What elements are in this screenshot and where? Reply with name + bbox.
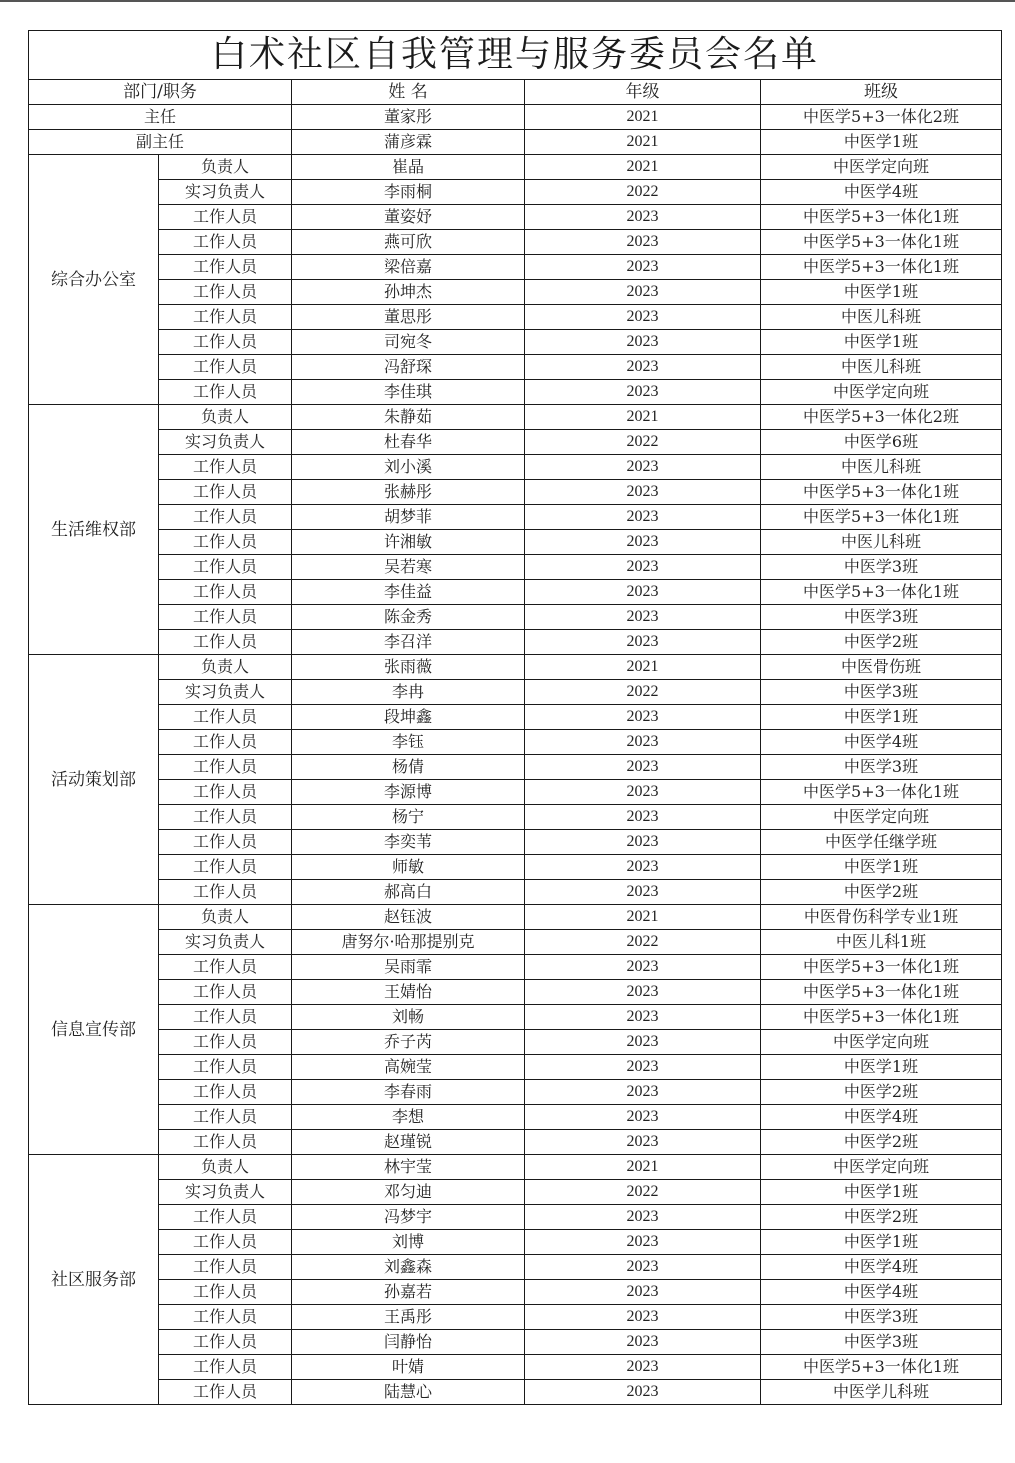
table-row [29, 655, 1002, 680]
table-row [29, 1030, 1002, 1055]
member-class: 中医学4班 [761, 1105, 1002, 1130]
member-role: 工作人员 [159, 955, 292, 980]
member-role: 工作人员 [159, 280, 292, 305]
member-class: 中医学5+3一体化1班 [761, 230, 1002, 255]
page-title: 白术社区自我管理与服务委员会名单 [29, 31, 1002, 80]
table-row [29, 1055, 1002, 1080]
member-name: 冯舒琛 [292, 355, 525, 380]
member-role: 工作人员 [159, 705, 292, 730]
member-name: 吴若寒 [292, 555, 525, 580]
table-row [29, 555, 1002, 580]
member-year: 2023 [525, 880, 761, 905]
table-row [29, 580, 1002, 605]
member-year: 2023 [525, 455, 761, 480]
member-role: 工作人员 [159, 380, 292, 405]
member-role: 工作人员 [159, 730, 292, 755]
member-role: 负责人 [159, 155, 292, 180]
member-class: 中医学定向班 [761, 805, 1002, 830]
member-class: 中医儿科班 [761, 355, 1002, 380]
member-name: 张雨薇 [292, 655, 525, 680]
member-role: 实习负责人 [159, 1180, 292, 1205]
member-role: 工作人员 [159, 1280, 292, 1305]
member-name: 李雨桐 [292, 180, 525, 205]
member-class: 中医学4班 [761, 180, 1002, 205]
member-name: 杨宁 [292, 805, 525, 830]
table-row [29, 1205, 1002, 1230]
member-name: 陆慧心 [292, 1380, 525, 1405]
member-name: 杜春华 [292, 430, 525, 455]
member-year: 2023 [525, 830, 761, 855]
member-name: 刘鑫森 [292, 1255, 525, 1280]
member-name: 王禹彤 [292, 1305, 525, 1330]
member-year: 2023 [525, 1205, 761, 1230]
table-row [29, 255, 1002, 280]
member-year: 2023 [525, 730, 761, 755]
member-class: 中医学5+3一体化2班 [761, 405, 1002, 430]
member-role: 工作人员 [159, 1130, 292, 1155]
member-class: 中医学4班 [761, 1280, 1002, 1305]
member-class: 中医学3班 [761, 555, 1002, 580]
member-name: 胡梦菲 [292, 505, 525, 530]
header-dept: 部门/职务 [29, 80, 292, 105]
member-year: 2023 [525, 1255, 761, 1280]
member-role: 负责人 [159, 905, 292, 930]
member-year: 2023 [525, 980, 761, 1005]
member-name: 乔子芮 [292, 1030, 525, 1055]
member-name: 李冉 [292, 680, 525, 705]
member-class: 中医学2班 [761, 880, 1002, 905]
table-row [29, 780, 1002, 805]
member-role: 负责人 [159, 405, 292, 430]
table-row [29, 1180, 1002, 1205]
member-role: 工作人员 [159, 755, 292, 780]
table-row [29, 305, 1002, 330]
roster-sheet [28, 30, 1001, 1405]
department-name: 活动策划部 [29, 655, 159, 905]
table-row [29, 680, 1002, 705]
member-role: 工作人员 [159, 1205, 292, 1230]
member-class: 中医儿科班 [761, 530, 1002, 555]
member-name: 吴雨霏 [292, 955, 525, 980]
director-name: 董家彤 [292, 105, 525, 130]
member-role: 工作人员 [159, 980, 292, 1005]
member-role: 工作人员 [159, 1380, 292, 1405]
member-class: 中医学3班 [761, 680, 1002, 705]
member-class: 中医学3班 [761, 755, 1002, 780]
member-name: 司宛冬 [292, 330, 525, 355]
member-class: 中医学定向班 [761, 155, 1002, 180]
member-year: 2023 [525, 380, 761, 405]
table-row [29, 280, 1002, 305]
roster-body [29, 31, 1002, 1405]
member-year: 2023 [525, 705, 761, 730]
roster-table [28, 30, 1002, 1405]
member-class: 中医学定向班 [761, 1030, 1002, 1055]
table-row [29, 855, 1002, 880]
deputy-role: 副主任 [29, 130, 292, 155]
member-role: 工作人员 [159, 1005, 292, 1030]
member-class: 中医骨伤科学专业1班 [761, 905, 1002, 930]
member-role: 工作人员 [159, 1055, 292, 1080]
member-name: 梁倍嘉 [292, 255, 525, 280]
member-role: 工作人员 [159, 1105, 292, 1130]
member-class: 中医学2班 [761, 1205, 1002, 1230]
member-name: 段坤鑫 [292, 705, 525, 730]
member-class: 中医学3班 [761, 1305, 1002, 1330]
director-class: 中医学5+3一体化2班 [761, 105, 1002, 130]
member-role: 工作人员 [159, 205, 292, 230]
member-class: 中医学6班 [761, 430, 1002, 455]
table-row [29, 205, 1002, 230]
member-class: 中医学5+3一体化1班 [761, 955, 1002, 980]
member-role: 实习负责人 [159, 430, 292, 455]
member-name: 董姿妤 [292, 205, 525, 230]
member-year: 2023 [525, 305, 761, 330]
member-class: 中医学4班 [761, 1255, 1002, 1280]
member-year: 2023 [525, 955, 761, 980]
member-year: 2021 [525, 155, 761, 180]
member-role: 负责人 [159, 1155, 292, 1180]
member-class: 中医学5+3一体化1班 [761, 480, 1002, 505]
member-year: 2023 [525, 855, 761, 880]
member-year: 2023 [525, 330, 761, 355]
table-row [29, 730, 1002, 755]
top-rule [0, 0, 1015, 2]
member-year: 2023 [525, 1005, 761, 1030]
director-row [29, 105, 1002, 130]
member-role: 负责人 [159, 655, 292, 680]
member-name: 李佳琪 [292, 380, 525, 405]
table-row [29, 880, 1002, 905]
department-name: 综合办公室 [29, 155, 159, 405]
member-name: 唐努尔·哈那提别克 [292, 930, 525, 955]
member-name: 赵钰波 [292, 905, 525, 930]
member-class: 中医学5+3一体化1班 [761, 980, 1002, 1005]
table-row [29, 1380, 1002, 1405]
deputy-class: 中医学1班 [761, 130, 1002, 155]
table-row [29, 1330, 1002, 1355]
table-row [29, 1355, 1002, 1380]
member-year: 2023 [525, 1280, 761, 1305]
member-class: 中医学儿科班 [761, 1380, 1002, 1405]
table-row [29, 1155, 1002, 1180]
member-year: 2023 [525, 1030, 761, 1055]
table-row [29, 1255, 1002, 1280]
table-row [29, 1005, 1002, 1030]
member-name: 李佳益 [292, 580, 525, 605]
member-name: 孙坤杰 [292, 280, 525, 305]
table-row [29, 430, 1002, 455]
member-name: 张赫彤 [292, 480, 525, 505]
member-role: 实习负责人 [159, 680, 292, 705]
member-role: 实习负责人 [159, 180, 292, 205]
member-class: 中医学2班 [761, 1130, 1002, 1155]
member-role: 工作人员 [159, 230, 292, 255]
member-year: 2021 [525, 655, 761, 680]
member-year: 2022 [525, 680, 761, 705]
member-class: 中医骨伤班 [761, 655, 1002, 680]
member-class: 中医儿科班 [761, 305, 1002, 330]
table-row [29, 480, 1002, 505]
member-class: 中医学5+3一体化1班 [761, 505, 1002, 530]
member-name: 孙嘉若 [292, 1280, 525, 1305]
member-name: 董思彤 [292, 305, 525, 330]
member-role: 工作人员 [159, 330, 292, 355]
table-row [29, 805, 1002, 830]
member-name: 陈金秀 [292, 605, 525, 630]
member-role: 工作人员 [159, 1230, 292, 1255]
member-year: 2021 [525, 905, 761, 930]
table-row [29, 455, 1002, 480]
table-row [29, 605, 1002, 630]
member-class: 中医学1班 [761, 855, 1002, 880]
member-year: 2022 [525, 180, 761, 205]
member-name: 燕可欣 [292, 230, 525, 255]
member-year: 2023 [525, 255, 761, 280]
member-name: 邓匀迪 [292, 1180, 525, 1205]
header-name: 姓 名 [292, 80, 525, 105]
member-class: 中医学5+3一体化1班 [761, 780, 1002, 805]
member-name: 闫静怡 [292, 1330, 525, 1355]
member-name: 李春雨 [292, 1080, 525, 1105]
member-role: 工作人员 [159, 355, 292, 380]
member-name: 郝高白 [292, 880, 525, 905]
deputy-row [29, 130, 1002, 155]
member-class: 中医儿科1班 [761, 930, 1002, 955]
member-role: 工作人员 [159, 255, 292, 280]
member-role: 工作人员 [159, 580, 292, 605]
member-class: 中医学2班 [761, 1080, 1002, 1105]
table-row [29, 405, 1002, 430]
member-name: 高婉莹 [292, 1055, 525, 1080]
member-class: 中医学5+3一体化1班 [761, 1005, 1002, 1030]
member-class: 中医学5+3一体化1班 [761, 580, 1002, 605]
member-role: 实习负责人 [159, 930, 292, 955]
deputy-name: 蒲彦霖 [292, 130, 525, 155]
member-name: 朱静茹 [292, 405, 525, 430]
member-year: 2023 [525, 755, 761, 780]
member-role: 工作人员 [159, 830, 292, 855]
member-year: 2023 [525, 1355, 761, 1380]
member-role: 工作人员 [159, 1030, 292, 1055]
table-row [29, 505, 1002, 530]
member-class: 中医学1班 [761, 280, 1002, 305]
member-role: 工作人员 [159, 780, 292, 805]
member-year: 2023 [525, 280, 761, 305]
member-year: 2023 [525, 1130, 761, 1155]
director-year: 2021 [525, 105, 761, 130]
member-class: 中医学1班 [761, 1180, 1002, 1205]
table-row [29, 330, 1002, 355]
member-year: 2023 [525, 230, 761, 255]
member-role: 工作人员 [159, 455, 292, 480]
deputy-year: 2021 [525, 130, 761, 155]
member-role: 工作人员 [159, 1080, 292, 1105]
member-name: 李源博 [292, 780, 525, 805]
member-name: 杨倩 [292, 755, 525, 780]
member-role: 工作人员 [159, 1330, 292, 1355]
member-year: 2023 [525, 1305, 761, 1330]
member-name: 崔晶 [292, 155, 525, 180]
member-class: 中医学5+3一体化1班 [761, 1355, 1002, 1380]
member-class: 中医学定向班 [761, 380, 1002, 405]
member-year: 2023 [525, 780, 761, 805]
member-year: 2021 [525, 1155, 761, 1180]
table-row [29, 705, 1002, 730]
member-year: 2022 [525, 930, 761, 955]
table-row [29, 1080, 1002, 1105]
department-name: 生活维权部 [29, 405, 159, 655]
member-role: 工作人员 [159, 855, 292, 880]
member-year: 2023 [525, 1055, 761, 1080]
member-year: 2023 [525, 1230, 761, 1255]
member-year: 2022 [525, 1180, 761, 1205]
member-class: 中医学定向班 [761, 1155, 1002, 1180]
member-year: 2021 [525, 405, 761, 430]
member-class: 中医学1班 [761, 705, 1002, 730]
table-row [29, 1105, 1002, 1130]
member-name: 叶婧 [292, 1355, 525, 1380]
table-row [29, 1305, 1002, 1330]
table-row [29, 1280, 1002, 1305]
member-name: 李奕苇 [292, 830, 525, 855]
member-name: 李想 [292, 1105, 525, 1130]
member-role: 工作人员 [159, 805, 292, 830]
member-class: 中医学5+3一体化1班 [761, 255, 1002, 280]
member-class: 中医学3班 [761, 605, 1002, 630]
table-row [29, 530, 1002, 555]
member-role: 工作人员 [159, 305, 292, 330]
member-role: 工作人员 [159, 1305, 292, 1330]
member-year: 2023 [525, 205, 761, 230]
department-name: 信息宣传部 [29, 905, 159, 1155]
member-name: 赵瑾锐 [292, 1130, 525, 1155]
member-year: 2023 [525, 1080, 761, 1105]
table-row [29, 180, 1002, 205]
member-name: 李钰 [292, 730, 525, 755]
table-row [29, 230, 1002, 255]
director-role: 主任 [29, 105, 292, 130]
department-name: 社区服务部 [29, 1155, 159, 1405]
table-row [29, 380, 1002, 405]
member-name: 许湘敏 [292, 530, 525, 555]
member-class: 中医学1班 [761, 1230, 1002, 1255]
member-year: 2023 [525, 1330, 761, 1355]
member-year: 2023 [525, 355, 761, 380]
member-name: 王婧怡 [292, 980, 525, 1005]
member-class: 中医学4班 [761, 730, 1002, 755]
member-class: 中医学1班 [761, 1055, 1002, 1080]
member-year: 2023 [525, 530, 761, 555]
member-name: 林宇莹 [292, 1155, 525, 1180]
member-role: 工作人员 [159, 555, 292, 580]
member-name: 刘博 [292, 1230, 525, 1255]
member-role: 工作人员 [159, 505, 292, 530]
member-year: 2023 [525, 1105, 761, 1130]
header-row [29, 80, 1002, 105]
table-row [29, 1130, 1002, 1155]
header-class: 班级 [761, 80, 1002, 105]
member-year: 2023 [525, 1380, 761, 1405]
member-name: 师敏 [292, 855, 525, 880]
member-role: 工作人员 [159, 480, 292, 505]
member-year: 2023 [525, 580, 761, 605]
member-name: 刘畅 [292, 1005, 525, 1030]
member-year: 2023 [525, 605, 761, 630]
table-row [29, 980, 1002, 1005]
member-class: 中医学1班 [761, 330, 1002, 355]
header-year: 年级 [525, 80, 761, 105]
table-row [29, 630, 1002, 655]
table-row [29, 1230, 1002, 1255]
table-row [29, 155, 1002, 180]
member-role: 工作人员 [159, 605, 292, 630]
member-role: 工作人员 [159, 630, 292, 655]
member-role: 工作人员 [159, 530, 292, 555]
member-name: 刘小溪 [292, 455, 525, 480]
member-name: 李召洋 [292, 630, 525, 655]
table-row [29, 905, 1002, 930]
table-row [29, 755, 1002, 780]
member-year: 2023 [525, 630, 761, 655]
table-row [29, 955, 1002, 980]
member-name: 冯梦宇 [292, 1205, 525, 1230]
table-row [29, 355, 1002, 380]
member-year: 2023 [525, 555, 761, 580]
member-class: 中医学任继学班 [761, 830, 1002, 855]
member-class: 中医学5+3一体化1班 [761, 205, 1002, 230]
member-class: 中医儿科班 [761, 455, 1002, 480]
member-class: 中医学2班 [761, 630, 1002, 655]
member-year: 2022 [525, 430, 761, 455]
member-role: 工作人员 [159, 1255, 292, 1280]
member-role: 工作人员 [159, 880, 292, 905]
title-row [29, 31, 1002, 80]
member-year: 2023 [525, 805, 761, 830]
member-role: 工作人员 [159, 1355, 292, 1380]
member-class: 中医学3班 [761, 1330, 1002, 1355]
table-row [29, 930, 1002, 955]
member-year: 2023 [525, 480, 761, 505]
table-row [29, 830, 1002, 855]
member-year: 2023 [525, 505, 761, 530]
